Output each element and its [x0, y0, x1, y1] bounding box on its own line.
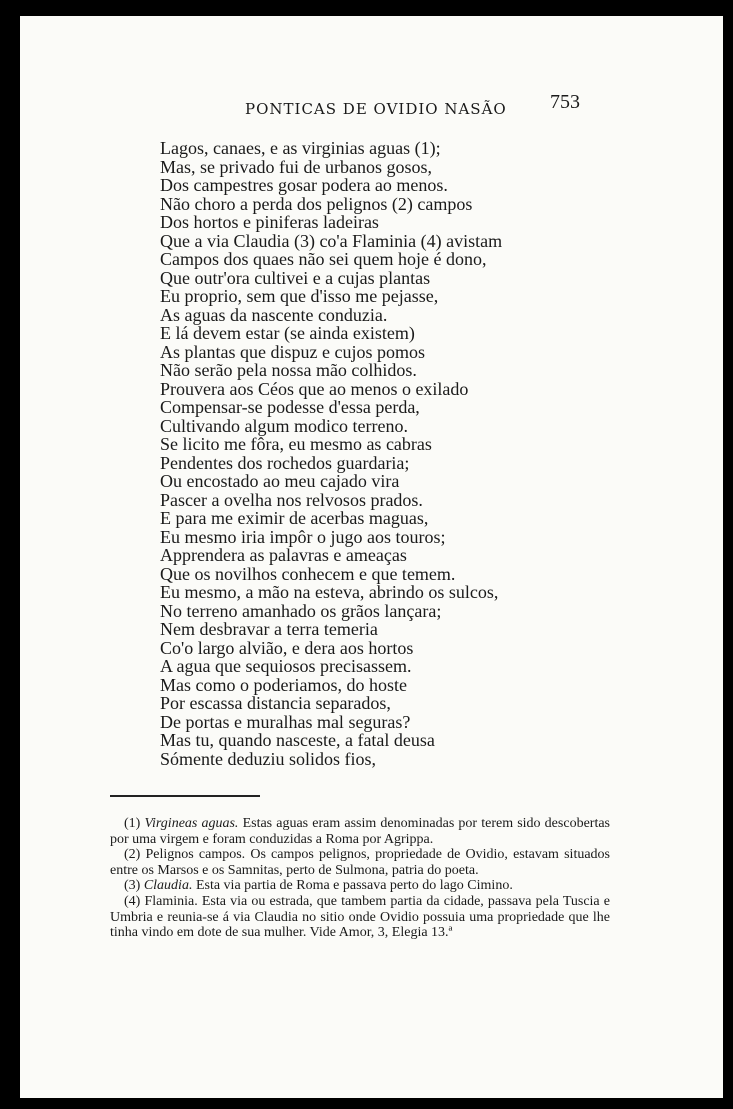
poem-line: Se licito me fôra, eu mesmo as cabras [160, 434, 432, 454]
footnotes [110, 816, 610, 941]
poem-line: As aguas da nascente conduzia. [160, 304, 388, 325]
footnote-text: Pelignos campos. Os campos pelignos, propriedade de Ovidio, estavam situados entre os Marsos e os Samnitas, perto de Sulmona, patria do poeta. [110, 847, 610, 878]
poem-line: Prouvera aos Céos que ao menos o exilado [160, 378, 469, 399]
poem-line: Eu proprio, sem que d'isso me pejasse, [160, 286, 439, 306]
poem-line: Dos campestres gosar podera ao menos. [160, 175, 448, 195]
footnote-term: Claudia. [143, 878, 193, 894]
poem-line: De portas e muralhas mal seguras? [160, 711, 411, 732]
poem-line: E lá devem estar (se ainda existem) [160, 323, 415, 343]
footnote [110, 894, 610, 941]
poem-line: No terreno amanhado os grãos lançara; [160, 600, 442, 621]
poem-line: Dos hortos e piniferas ladeiras [160, 212, 379, 232]
poem-line: Pascer a ovelha nos relvosos prados. [160, 489, 423, 510]
poem-line: Pendentes dos rochedos guardaria; [160, 452, 410, 473]
footnote-text: Esta via partia de Roma e passava perto do lago Cimino. [192, 878, 513, 894]
poem-line: Não choro a perda dos pelignos (2) campos [160, 193, 473, 214]
footnote-text: Flaminia. Esta via ou estrada, que tambem partia da cidade, passava pela Tuscia e Umbria e reunia-se á via Claudia no sitio onde Ovidio possuia uma propriedade que lhe tinha vindo em dote de sua mulher. Vide Amor, 3, Elegia 13.ª [110, 893, 610, 941]
footnote-marker: (3) [124, 878, 144, 894]
poem-line: Que outr'ora cultivei e a cujas plantas [160, 267, 431, 288]
footnote-marker: (1) [124, 816, 145, 831]
poem-line: Co'o largo alvião, e dera aos hortos [160, 637, 414, 658]
footnote [110, 847, 610, 878]
poem-text [160, 139, 502, 768]
book-page [20, 16, 723, 1098]
poem-line: Nem desbravar a terra temeria [160, 619, 378, 639]
running-title: PONTICAS DE OVIDIO NASÃO [245, 100, 507, 118]
poem-line: Eu mesmo, a mão na esteva, abrindo os sulcos, [160, 582, 499, 602]
footnote-divider [110, 795, 260, 797]
footnote-marker: (2) [124, 847, 146, 863]
poem-line: Apprendera as palavras e ameaças [160, 545, 407, 565]
poem-line: Por escassa distancia separados, [160, 693, 391, 713]
poem-line: Compensar-se podesse d'essa perda, [160, 397, 420, 417]
footnote [110, 878, 610, 894]
poem-line: E para me eximir de acerbas maguas, [160, 508, 429, 528]
poem-line: As plantas que dispuz e cujos pomos [160, 341, 425, 362]
footnote-text: Estas aguas eram assim denominadas por terem sido descobertas por uma virgem e foram conduzidas a Roma por Agrippa. [110, 816, 610, 847]
poem-line: A agua que sequiosos precisassem. [160, 656, 412, 676]
footnote [110, 816, 610, 847]
poem-line: Que a via Claudia (3) co'a Flaminia (4) avistam [160, 230, 503, 251]
poem-line: Que os novilhos conhecem e que temem. [160, 563, 456, 584]
poem-line: Eu mesmo iria impôr o jugo aos touros; [160, 526, 446, 547]
poem-line: Campos dos quaes não sei quem hoje é dono, [160, 249, 487, 269]
poem-line: Mas como o poderiamos, do hoste [160, 674, 407, 695]
page-number: 753 [550, 91, 580, 113]
poem-line: Mas tu, quando nasceste, a fatal deusa [160, 730, 435, 750]
footnote-marker: (4) [124, 893, 145, 909]
poem-line: Não serão pela nossa mão colhidos. [160, 360, 417, 380]
footnote-term: Virgineas aguas. [144, 816, 239, 831]
poem-line: Ou encostado ao meu cajado vira [160, 471, 400, 491]
poem-line: Mas, se privado fui de urbanos gosos, [160, 156, 432, 177]
poem-line: Sómente deduziu solidos fios, [160, 748, 376, 769]
poem-line: Cultivando algum modico terreno. [160, 415, 408, 436]
poem-line: Lagos, canaes, e as virginias aguas (1); [160, 138, 441, 158]
